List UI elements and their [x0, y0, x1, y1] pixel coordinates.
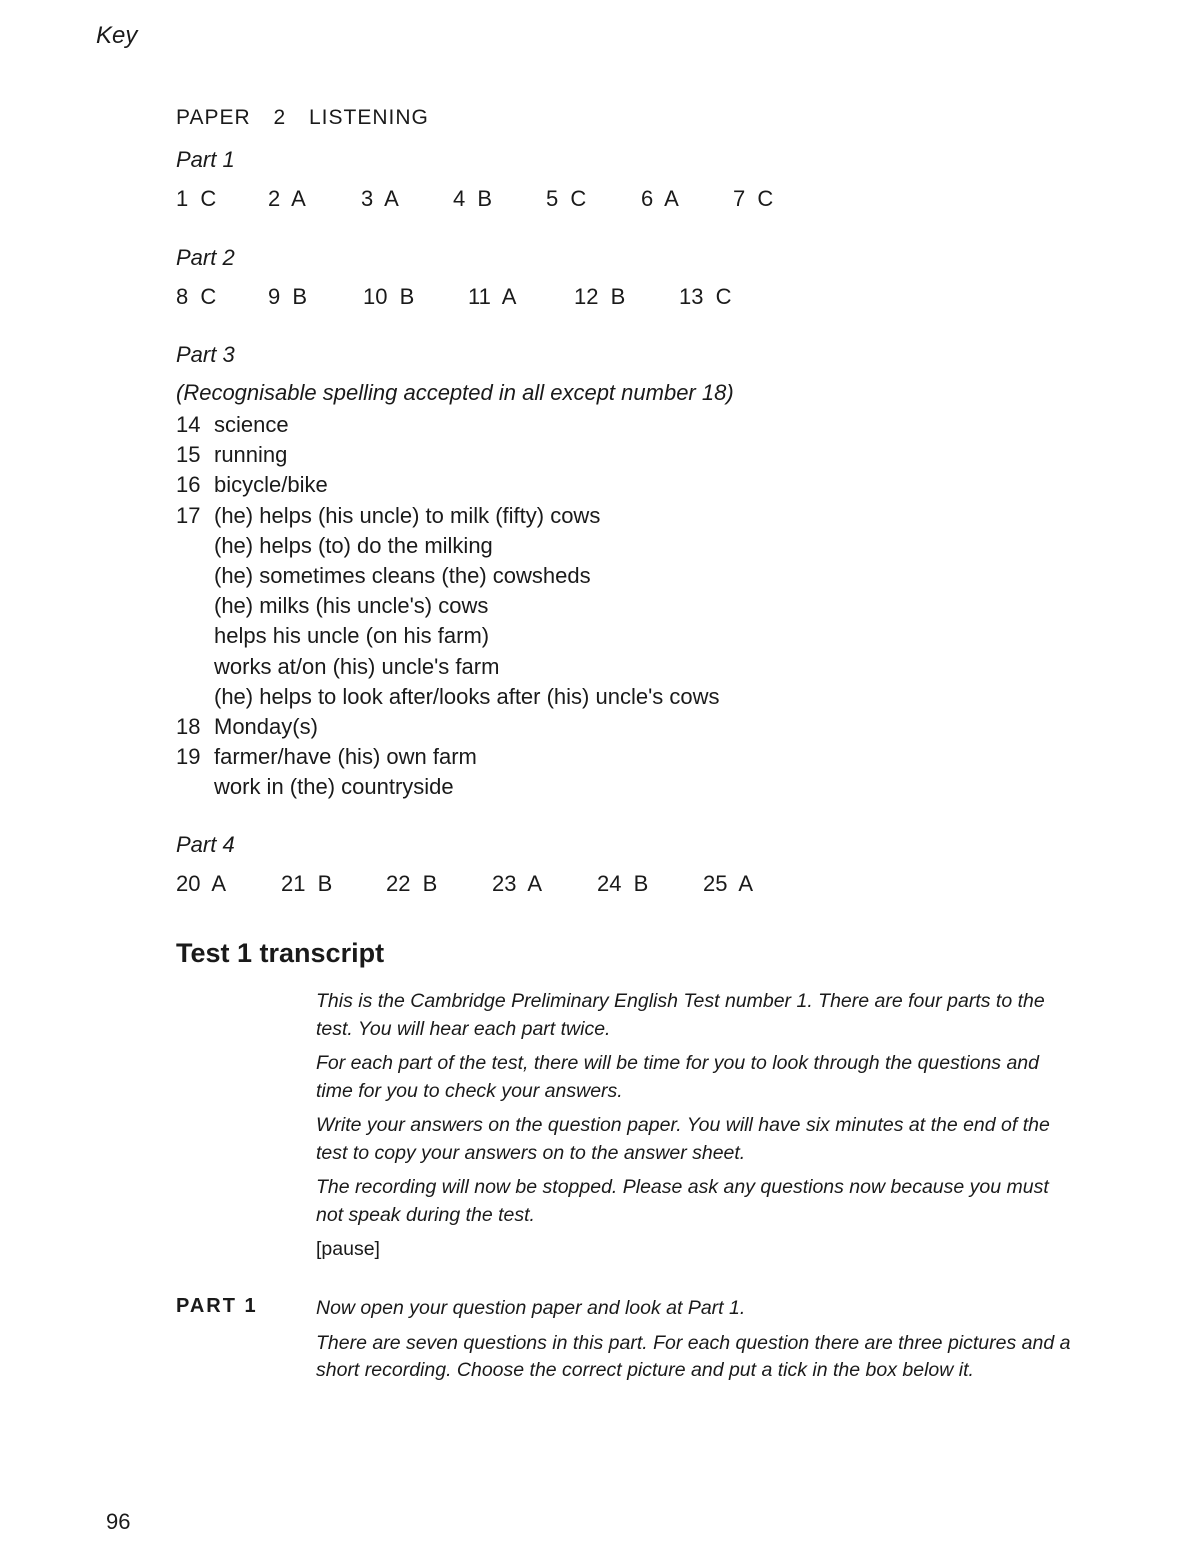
- transcript-intro: [316, 988, 1076, 1264]
- part4-answers: [176, 871, 796, 899]
- part4-label: Part 4: [176, 832, 235, 857]
- item-text: farmer/have (his) own farm: [214, 744, 477, 770]
- item-number: 18: [176, 714, 201, 740]
- transcript-pause: [pause]: [316, 1238, 380, 1260]
- answer-24: 24 B: [597, 871, 649, 896]
- transcript-paragraph: This is the Cambridge Preliminary English Test number 1. There are four parts to the test. You will hear each part twice.: [316, 990, 1045, 1040]
- item-text: (he) sometimes cleans (the) cowsheds: [214, 563, 591, 589]
- part2-answers: [176, 284, 776, 312]
- answer-10: 10 B: [363, 284, 415, 309]
- transcript-paragraph: Now open your question paper and look at Part 1.: [316, 1297, 746, 1319]
- item-number: 16: [176, 472, 201, 498]
- item-text: science: [214, 412, 289, 437]
- transcript-part1-label: PART 1: [176, 1295, 258, 1317]
- list-item: [176, 712, 720, 742]
- item-text: bicycle/bike: [214, 472, 328, 498]
- item-text: (he) helps to look after/looks after (his) uncle's cows: [214, 683, 720, 709]
- item-number: 19: [176, 744, 201, 770]
- answer-11: 11 A: [468, 284, 517, 309]
- answer-7: 7 C: [733, 186, 774, 211]
- answer-1: 1 C: [176, 186, 217, 211]
- list-item: [176, 410, 720, 440]
- transcript-title: Test 1 transcript: [176, 938, 385, 968]
- item-text: running: [214, 442, 288, 468]
- running-header: Key: [96, 22, 138, 49]
- item-text: work in (the) countryside: [214, 774, 454, 800]
- transcript-paragraph: Write your answers on the question paper. You will have six minutes at the end of the test to copy your answers on to the answer sheet.: [316, 1114, 1050, 1164]
- answer-8: 8 C: [176, 284, 217, 309]
- transcript-paragraph: For each part of the test, there will be time for you to look through the questions and time for you to check your answers.: [316, 1052, 1039, 1102]
- answer-4: 4 B: [453, 186, 493, 211]
- answer-5: 5 C: [546, 186, 587, 211]
- transcript-paragraph: The recording will now be stopped. Please ask any questions now because you must not speak during the test.: [316, 1176, 1049, 1226]
- part3-note: (Recognisable spelling accepted in all except number 18): [176, 380, 734, 405]
- part2-label: Part 2: [176, 245, 235, 270]
- item-text: helps his uncle (on his farm): [214, 623, 490, 649]
- item-number: 17: [176, 502, 201, 528]
- list-item: [176, 742, 720, 802]
- answer-20: 20 A: [176, 871, 227, 896]
- paper-title: PAPER 2 LISTENING: [176, 106, 429, 129]
- list-item: [176, 440, 720, 470]
- answer-13: 13 C: [679, 284, 732, 309]
- answer-9: 9 B: [268, 284, 308, 309]
- part1-label: Part 1: [176, 147, 235, 172]
- item-text: works at/on (his) uncle's farm: [214, 653, 500, 679]
- answer-3: 3 A: [361, 186, 399, 211]
- item-text: Monday(s): [214, 714, 318, 740]
- page-number: 96: [106, 1509, 131, 1534]
- list-item: [176, 470, 720, 500]
- list-item: [176, 501, 720, 712]
- part1-answers: [176, 186, 796, 214]
- item-text: (he) helps (his uncle) to milk (fifty) cows: [214, 502, 601, 528]
- item-number: 14: [176, 412, 201, 437]
- item-text: (he) helps (to) do the milking: [214, 532, 493, 558]
- answer-25: 25 A: [703, 871, 754, 896]
- part3-answer-list: [176, 410, 720, 803]
- part3-label: Part 3: [176, 342, 235, 367]
- item-text: (he) milks (his uncle's) cows: [214, 593, 489, 619]
- answer-23: 23 A: [492, 871, 543, 896]
- transcript-paragraph: There are seven questions in this part. For each question there are three pictures and a short recording. Choose the correct picture and put a tick in the box below it.: [316, 1331, 1071, 1381]
- answer-21: 21 B: [281, 871, 333, 896]
- answer-22: 22 B: [386, 871, 438, 896]
- item-number: 15: [176, 442, 201, 468]
- transcript-part1: [316, 1295, 1076, 1385]
- answer-12: 12 B: [574, 284, 626, 309]
- answer-2: 2 A: [268, 186, 306, 211]
- answer-6: 6 A: [641, 186, 679, 211]
